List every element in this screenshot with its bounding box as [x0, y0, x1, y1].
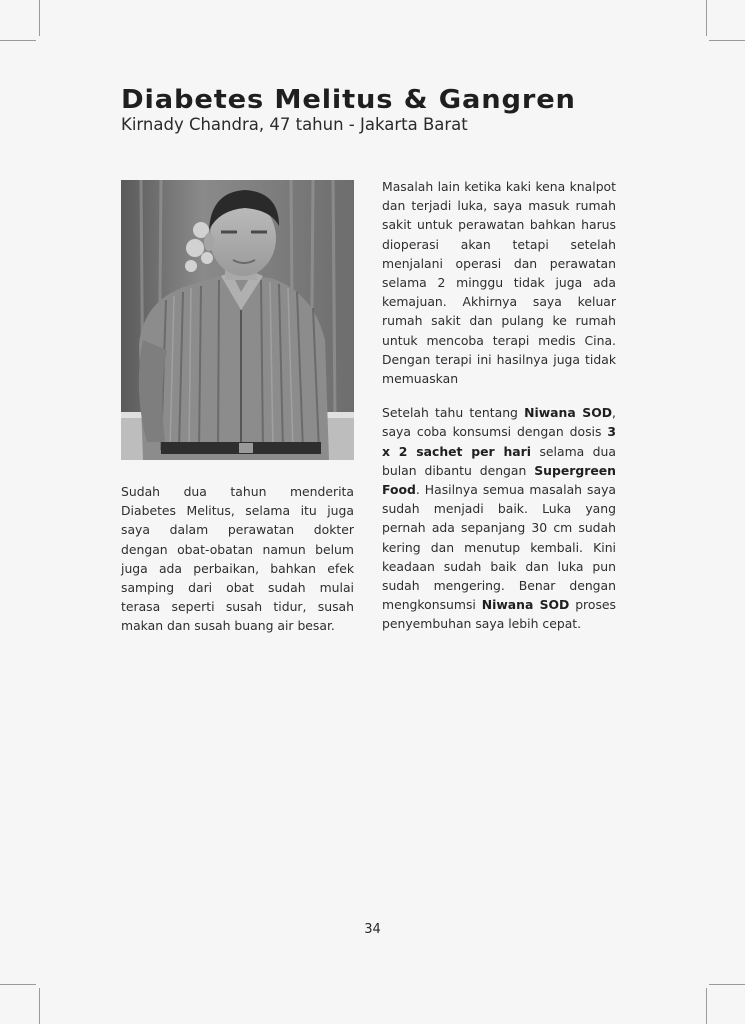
left-paragraph: Sudah dua tahun menderita Diabetes Melitus, selama itu juga saya dalam perawatan dokter dengan obat-obatan namun belum juga ada perbaikan, bahkan efek samping dari obat sudah mulai terasa seperti susah tidur, susah makan dan susah buang air besar. — [121, 484, 354, 634]
crop-mark-bottom-right-vertical — [706, 988, 707, 1024]
p2-text-e: proses penyembuhan saya lebih cepat. — [382, 597, 616, 632]
crop-mark-top-right-horizontal — [709, 40, 745, 41]
crop-mark-bottom-right-horizontal — [709, 984, 745, 985]
right-paragraph-1: Masalah lain ketika kaki kena knalpot dan terjadi luka, saya masuk rumah sakit untuk perawatan bahkan harus dioperasi akan tetapi setelah menjalani operasi dan perawatan selama 2 minggu tidak juga ada kemajuan. Akhirnya saya keluar rumah sakit dan pulang ke rumah untuk mencoba terapi medis Cina. Dengan terapi ini hasilnya juga tidak memuaskan — [382, 179, 616, 387]
right-paragraph-2 — [382, 403, 616, 633]
crop-mark-bottom-left-vertical — [39, 988, 40, 1024]
p2-text-d: . Hasilnya semua masalah saya sudah menjadi baik. Luka yang pernah ada sepanjang 30 cm sudah kering dan menutup kembali. Kini keadaan sudah baik dan luka pun sudah mengering. Benar dengan mengkonsumsi — [382, 482, 616, 613]
p2-text-b: , saya coba konsumsi dengan dosis — [382, 405, 616, 440]
testimonial-photo — [121, 180, 354, 460]
crop-mark-top-left-horizontal — [0, 40, 36, 41]
page-number: 34 — [364, 922, 381, 937]
dosage: 3 x 2 sachet per hari — [382, 424, 616, 459]
left-column — [121, 482, 354, 636]
crop-mark-top-left-vertical — [39, 0, 40, 36]
p2-text-c: selama dua bulan dibantu dengan — [382, 443, 616, 478]
crop-mark-bottom-left-horizontal — [0, 984, 36, 985]
product-niwana-sod-2: Niwana SOD — [481, 597, 570, 613]
product-supergreen-food: Supergreen Food — [382, 462, 616, 498]
article-subtitle: Kirnady Chandra, 47 tahun - Jakarta Barat — [121, 115, 468, 134]
article-title: Diabetes Melitus & Gangren — [121, 85, 576, 115]
product-niwana-sod: Niwana SOD — [524, 405, 613, 421]
right-column — [382, 177, 616, 634]
p2-text-a: Setelah tahu tentang — [382, 405, 525, 421]
crop-mark-top-right-vertical — [706, 0, 707, 36]
